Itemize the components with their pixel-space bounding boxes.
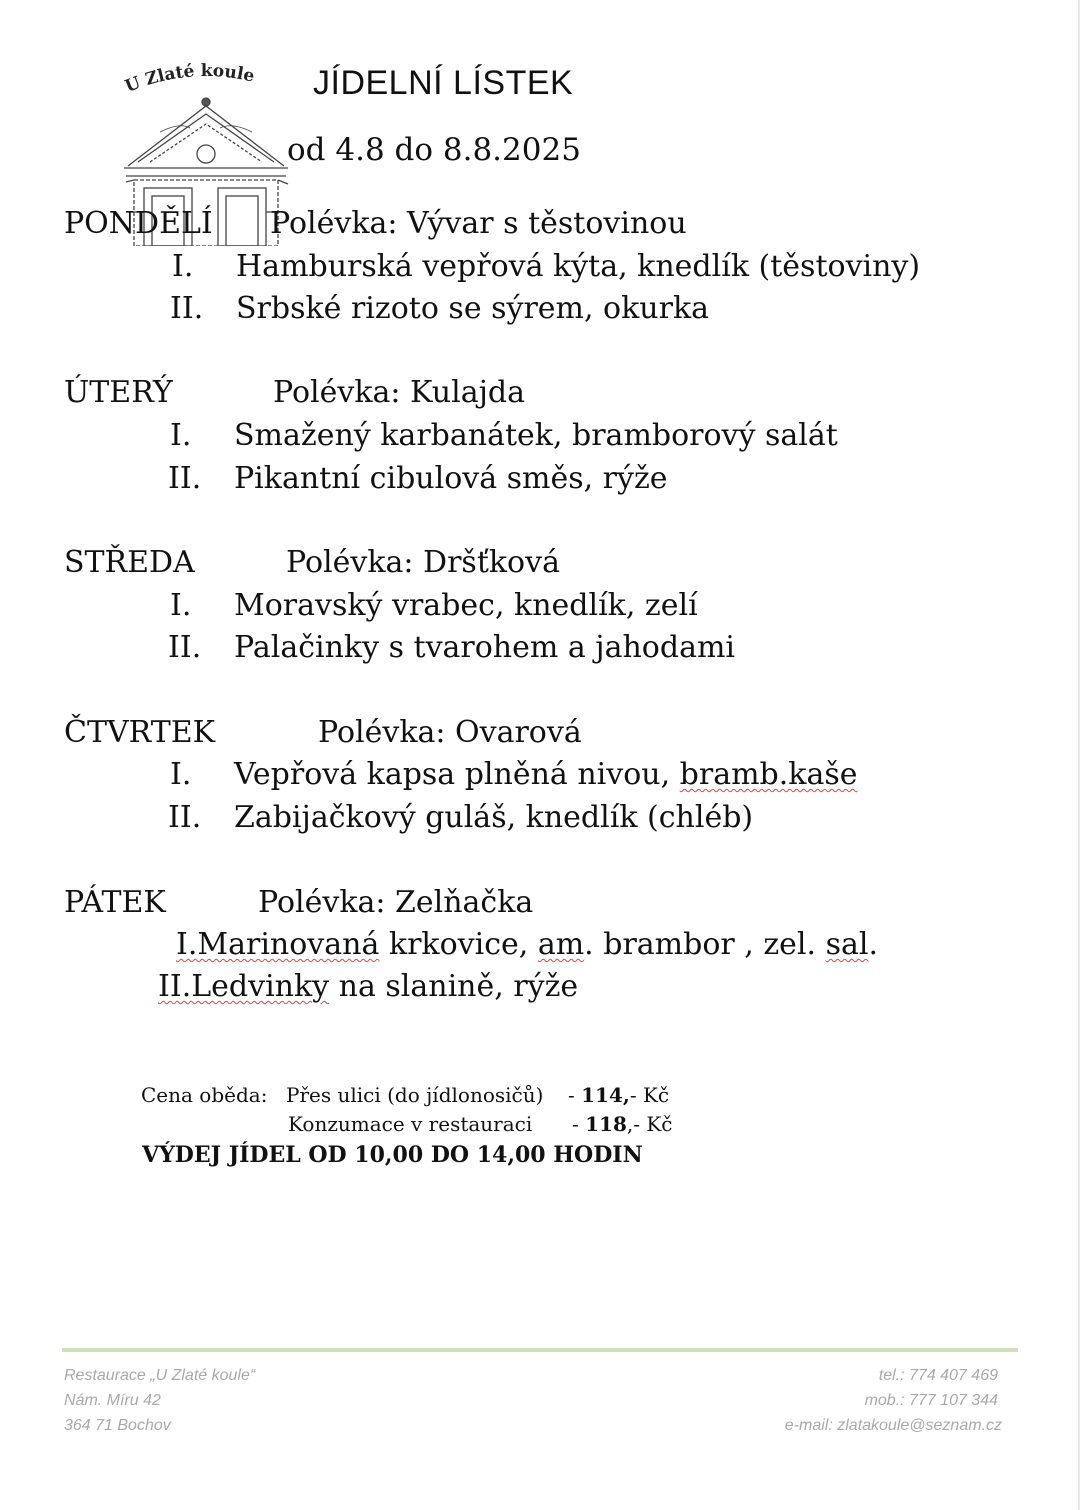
spellcheck-word: bramb.kaše xyxy=(679,757,858,792)
meal-wednesday-2: Palačinky s tvarohem a jahodami xyxy=(234,630,735,665)
footer-restaurant-name: Restaurace „U Zlaté koule“ xyxy=(64,1367,256,1384)
price-currency: - Kč xyxy=(629,1083,670,1107)
day-label-tuesday: ÚTERÝ xyxy=(64,375,173,410)
meal-tuesday-1: Smažený karbanátek, bramborový salát xyxy=(234,418,838,453)
meal-number: I. xyxy=(170,588,192,623)
price-value: 118 xyxy=(585,1112,627,1136)
meal-monday-1: Hamburská vepřová kýta, knedlík (těstoviny) xyxy=(236,249,921,284)
meal-number: I. xyxy=(172,249,194,284)
price-label: Cena oběda: xyxy=(141,1083,268,1107)
meal-text: . brambor , zel. xyxy=(584,927,826,962)
footer-city: 364 71 Bochov xyxy=(64,1417,171,1434)
meal-number: II. xyxy=(168,630,202,665)
footer-divider xyxy=(62,1348,1018,1352)
meal-number: II. xyxy=(168,461,202,496)
meal-wednesday-1: Moravský vrabec, knedlík, zelí xyxy=(234,588,698,623)
price-dash: - xyxy=(572,1112,586,1136)
price-takeaway-label: Přes ulici (do jídlonosičů) xyxy=(286,1083,544,1107)
meal-tuesday-2: Pikantní cibulová směs, rýže xyxy=(234,461,668,496)
meal-number: I. xyxy=(170,418,192,453)
day-label-monday: PONDĚLÍ xyxy=(64,206,213,241)
spellcheck-word: I.Marinovaná xyxy=(176,927,380,962)
meal-text: Vepřová kapsa plněná nivou, xyxy=(234,757,680,792)
day-label-wednesday: STŘEDA xyxy=(64,545,195,580)
day-label-friday: PÁTEK xyxy=(64,885,166,920)
meal-thursday-1 xyxy=(234,757,858,792)
soup-monday: Polévka: Vývar s těstovinou xyxy=(270,206,687,241)
logo-lettering: U Zlaté koule xyxy=(122,62,257,97)
spellcheck-word: II.Ledvinky xyxy=(158,969,330,1004)
meal-text: na slanině, rýže xyxy=(329,969,579,1004)
price-value: 114, xyxy=(581,1083,630,1107)
menu-title: JÍDELNÍ LÍSTEK xyxy=(313,64,574,102)
footer-mobile: mob.: 777 107 344 xyxy=(864,1392,998,1409)
soup-wednesday: Polévka: Dršťková xyxy=(286,545,560,580)
day-label-thursday: ČTVRTEK xyxy=(64,715,216,750)
footer-phone: tel.: 774 407 469 xyxy=(878,1367,998,1384)
serving-hours-notice: VÝDEJ JÍDEL OD 10,00 DO 14,00 HODIN xyxy=(142,1142,643,1168)
price-dash: - xyxy=(568,1083,582,1107)
meal-number: II. xyxy=(170,291,204,326)
soup-tuesday: Polévka: Kulajda xyxy=(273,375,525,410)
soup-friday: Polévka: Zelňačka xyxy=(258,885,534,920)
price-dine-in xyxy=(572,1112,673,1136)
meal-friday-1 xyxy=(176,927,878,962)
date-range: od 4.8 do 8.8.2025 xyxy=(287,132,581,168)
meal-monday-2: Srbské rizoto se sýrem, okurka xyxy=(236,291,710,326)
price-currency: ,- Kč xyxy=(626,1112,673,1136)
meal-thursday-2: Zabijačkový guláš, knedlík (chléb) xyxy=(234,800,754,835)
soup-thursday: Polévka: Ovarová xyxy=(318,715,582,750)
price-takeaway xyxy=(568,1083,669,1107)
meal-number: II. xyxy=(168,800,202,835)
footer-street: Nám. Míru 42 xyxy=(64,1392,161,1409)
meal-text: . xyxy=(868,927,879,962)
meal-number: I. xyxy=(170,757,192,792)
footer-email: e-mail: zlatakoule@seznam.cz xyxy=(784,1417,1002,1434)
price-dine-in-label: Konzumace v restauraci xyxy=(288,1112,533,1136)
spellcheck-word: am xyxy=(537,927,585,962)
spellcheck-word: sal xyxy=(825,927,869,962)
meal-friday-2 xyxy=(158,969,578,1004)
meal-text: krkovice, xyxy=(379,927,538,962)
